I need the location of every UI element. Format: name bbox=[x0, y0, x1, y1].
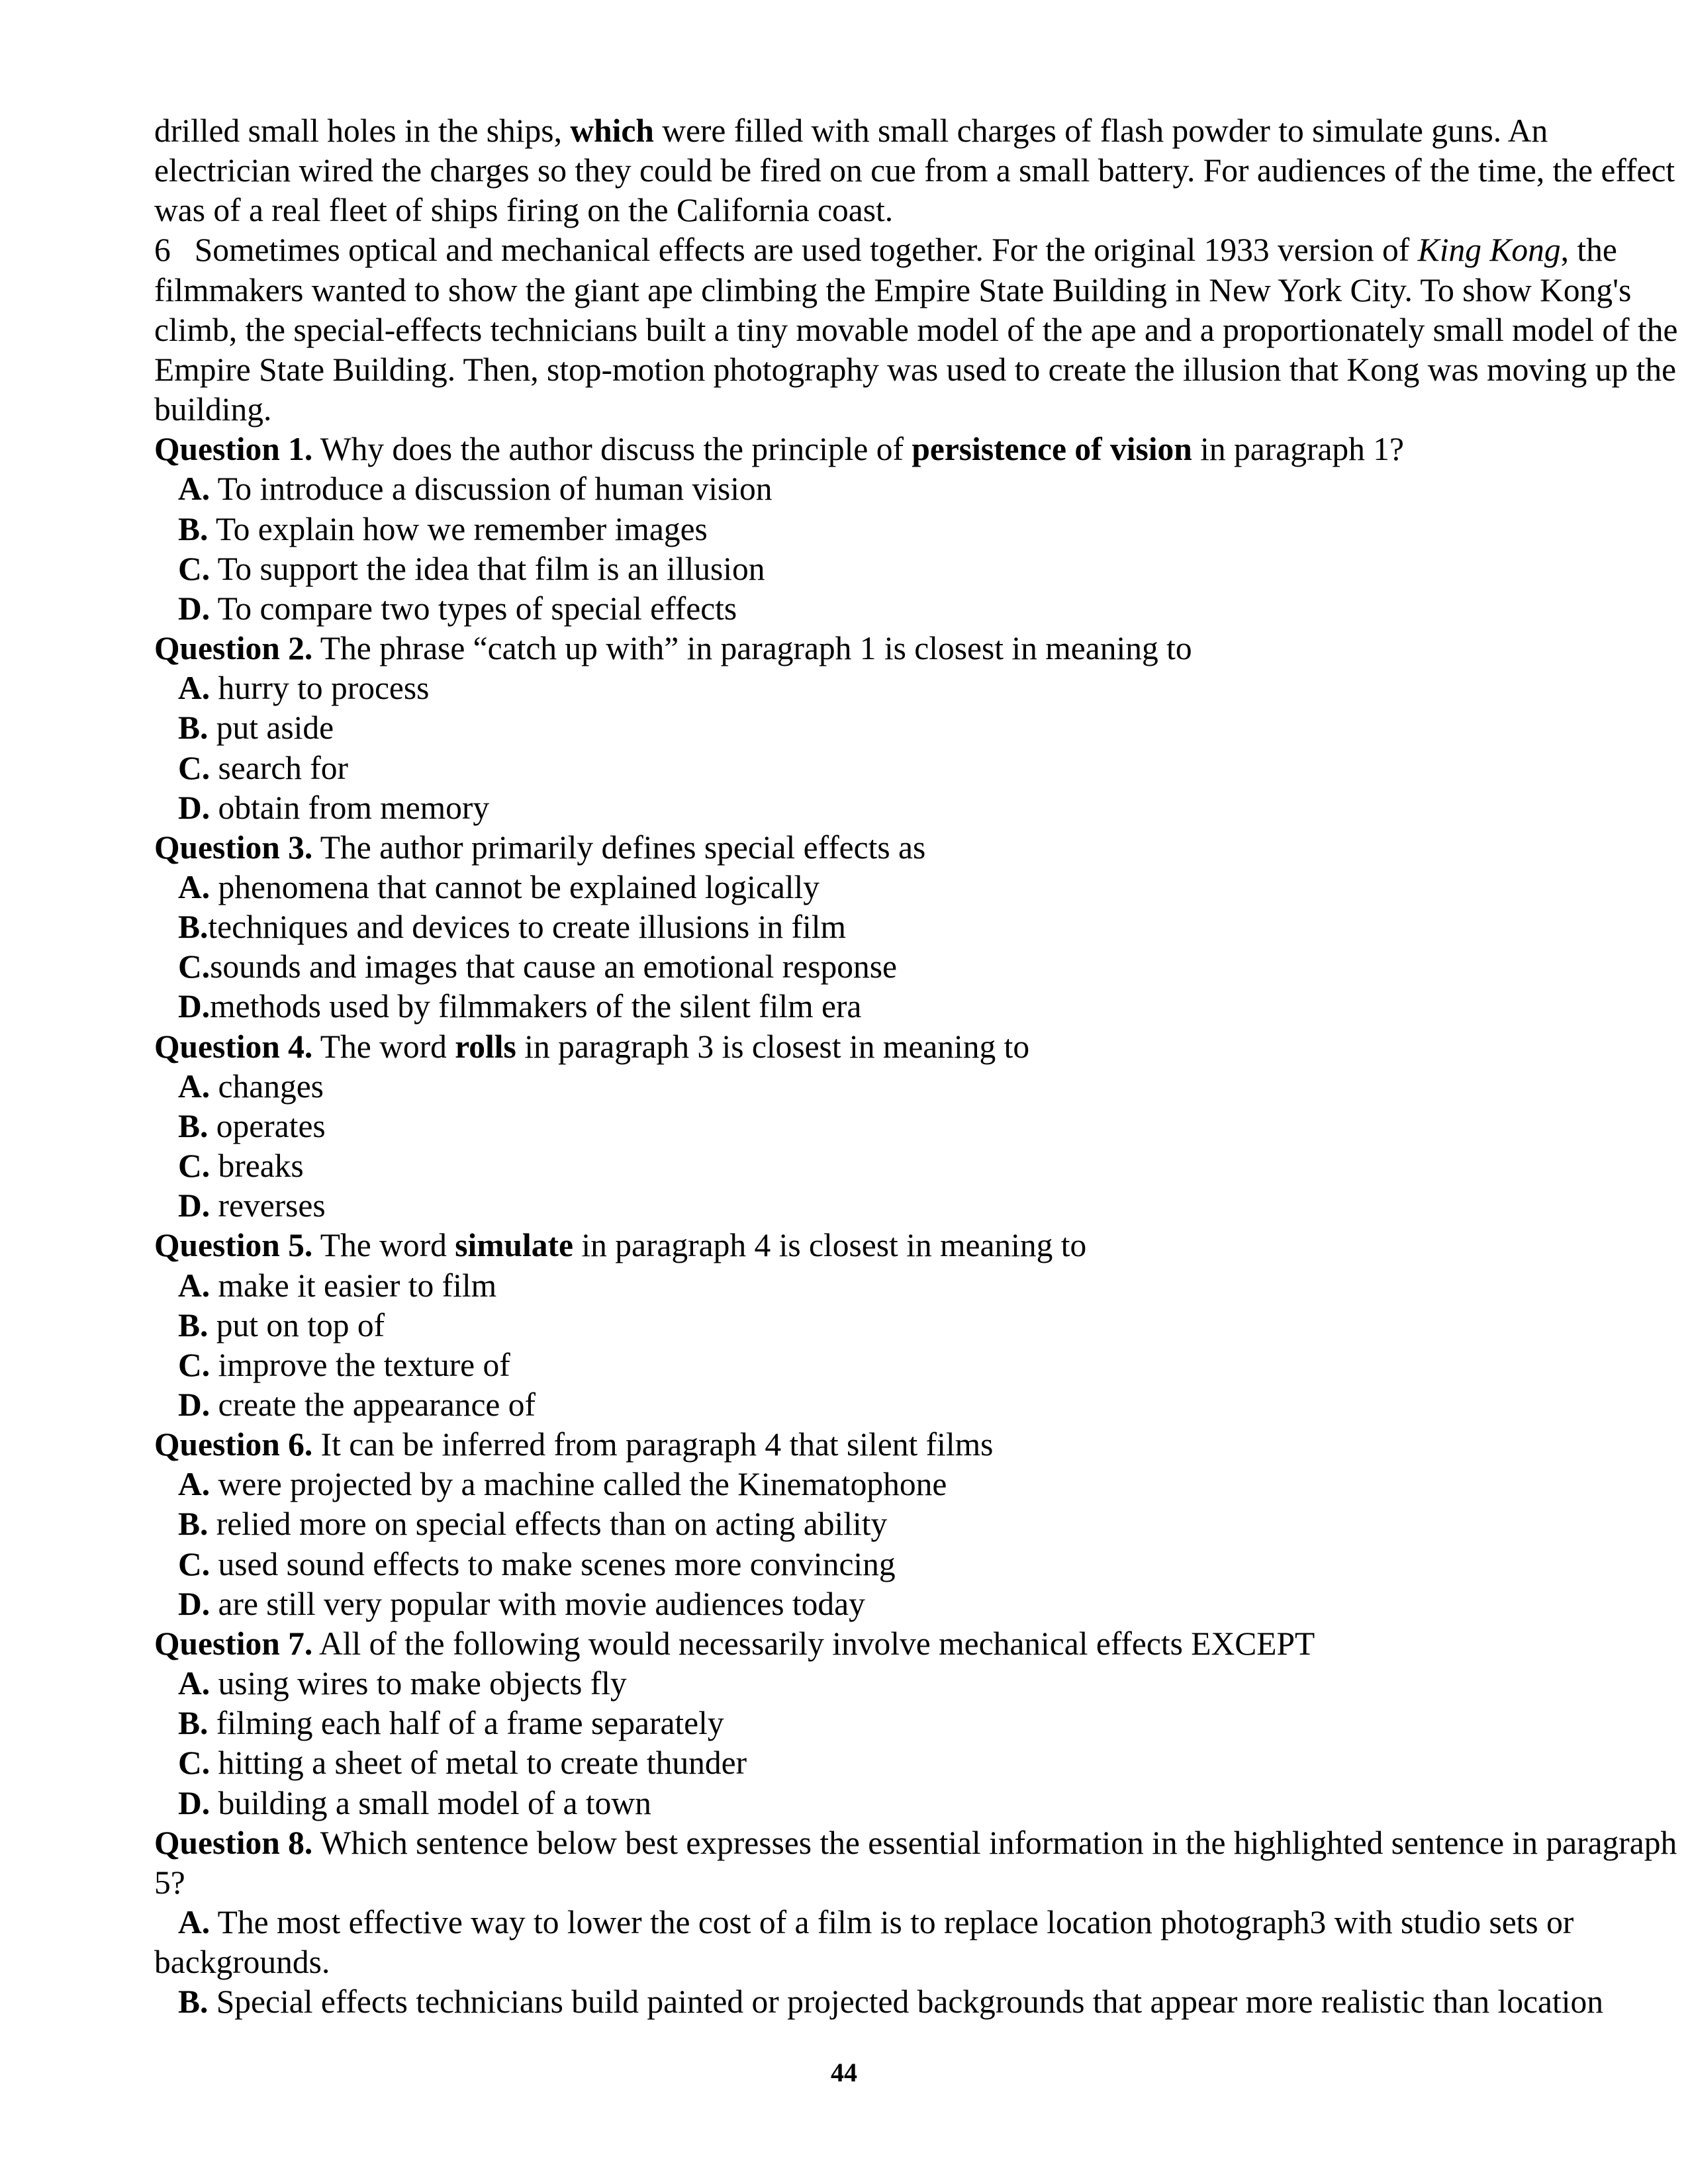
option-label: A. bbox=[178, 1068, 211, 1105]
option-label: D. bbox=[178, 1387, 211, 1423]
option-a-cont: backgrounds. bbox=[154, 1944, 330, 1981]
option-a bbox=[154, 868, 1564, 907]
option-text: To compare two types of special effects bbox=[210, 590, 737, 627]
option-label: D. bbox=[178, 1187, 211, 1224]
option-a bbox=[154, 1903, 1574, 1942]
option-label: A. bbox=[178, 471, 211, 508]
option-b bbox=[154, 1704, 1564, 1743]
option-text: hitting a sheet of metal to create thunder bbox=[210, 1745, 747, 1782]
option-label: A. bbox=[178, 868, 211, 905]
question-stem bbox=[154, 430, 1564, 469]
option-b bbox=[154, 1504, 1564, 1544]
option-c bbox=[154, 1545, 1564, 1584]
text: The word bbox=[312, 1028, 455, 1065]
option-label: B. bbox=[178, 1506, 209, 1543]
option-text: make it easier to film bbox=[210, 1267, 497, 1304]
question-label: Question 6. bbox=[154, 1426, 313, 1463]
option-c bbox=[154, 549, 1564, 589]
option-text: changes bbox=[210, 1068, 324, 1105]
option-b bbox=[154, 1306, 1564, 1345]
question-stem bbox=[154, 629, 1564, 668]
question-6 bbox=[154, 1425, 1564, 1624]
text: The word bbox=[312, 1227, 455, 1264]
option-text: were projected by a machine called the Kinematophone bbox=[210, 1466, 947, 1503]
paragraph-line bbox=[154, 230, 1617, 270]
question-8 bbox=[154, 1823, 1677, 2023]
question-stem bbox=[154, 1226, 1564, 1265]
option-label: D. bbox=[178, 789, 211, 826]
option-text: hurry to process bbox=[210, 670, 430, 707]
question-label: Question 4. bbox=[154, 1028, 313, 1065]
option-c bbox=[154, 1345, 1564, 1385]
paragraph-6 bbox=[154, 230, 1678, 430]
option-text: breaks bbox=[210, 1148, 304, 1185]
question-3 bbox=[154, 828, 1564, 1027]
document-body bbox=[154, 111, 1678, 2023]
option-label: B. bbox=[178, 909, 209, 946]
option-text: operates bbox=[208, 1107, 326, 1144]
paragraph-line: Empire State Building. Then, stop-motion photography was used to create the illusion that Kong was moving up the bbox=[154, 351, 1677, 388]
paragraph-line: building. bbox=[154, 391, 272, 428]
option-text: reverses bbox=[210, 1187, 326, 1224]
text: Which sentence below best expresses the essential information in the highlighted sentence in paragraph bbox=[312, 1824, 1677, 1861]
option-label: D. bbox=[178, 1585, 211, 1622]
option-text: put on top of bbox=[208, 1306, 385, 1343]
text: in paragraph 3 is closest in meaning to bbox=[516, 1028, 1030, 1065]
option-label: A. bbox=[178, 670, 211, 707]
option-d bbox=[154, 1584, 1564, 1624]
option-d bbox=[154, 1385, 1564, 1425]
question-stem bbox=[154, 1823, 1677, 1863]
paragraph-5-tail bbox=[154, 111, 1675, 230]
option-label: A. bbox=[178, 1904, 211, 1941]
option-text: search for bbox=[210, 749, 349, 786]
option-b bbox=[154, 708, 1564, 748]
paragraph-number: 6 bbox=[154, 232, 171, 269]
question-label: Question 7. bbox=[154, 1625, 313, 1662]
option-d bbox=[154, 788, 1564, 828]
option-text: phenomena that cannot be explained logically bbox=[210, 868, 820, 905]
option-c bbox=[154, 1146, 1564, 1186]
option-text: To explain how we remember images bbox=[208, 510, 708, 547]
option-a bbox=[154, 1067, 1564, 1107]
question-stem bbox=[154, 1425, 1564, 1465]
text: drilled small holes in the ships, bbox=[154, 113, 571, 149]
paragraph-line bbox=[154, 151, 1675, 191]
option-b bbox=[154, 510, 1564, 549]
page-number: 44 bbox=[831, 2058, 857, 2087]
question-label: Question 1. bbox=[154, 431, 313, 468]
text: were filled with small charges of flash powder to simulate guns. An bbox=[653, 113, 1548, 149]
question-stem bbox=[154, 1027, 1564, 1067]
option-b bbox=[154, 1107, 1564, 1146]
option-label: B. bbox=[178, 1983, 209, 2021]
option-text: obtain from memory bbox=[210, 789, 490, 826]
question-7 bbox=[154, 1624, 1564, 1823]
paragraph-line: climb, the special-effects technicians built a tiny movable model of the ape and a proportionately small model of the bbox=[154, 311, 1678, 348]
paragraph-line bbox=[154, 191, 1564, 230]
option-label: B. bbox=[178, 1705, 209, 1742]
text: in paragraph 4 is closest in meaning to bbox=[573, 1227, 1087, 1264]
option-text: To support the idea that film is an illusion bbox=[210, 550, 765, 587]
text: Special effects technicians build painted or projected backgrounds that appear more realistic than location bbox=[208, 1983, 1603, 2021]
key-term: simulate bbox=[455, 1227, 573, 1264]
paragraph-line: filmmakers wanted to show the giant ape climbing the Empire State Building in New York City. To show Kong's bbox=[154, 271, 1632, 308]
option-label: A. bbox=[178, 1665, 211, 1702]
option-label: B. bbox=[178, 1107, 209, 1144]
option-text: improve the texture of bbox=[210, 1346, 510, 1383]
option-c bbox=[154, 947, 1564, 987]
option-text: filming each half of a frame separately bbox=[208, 1705, 724, 1742]
text: in paragraph 1? bbox=[1192, 431, 1405, 468]
option-b bbox=[154, 907, 1564, 947]
option-label: D. bbox=[178, 988, 211, 1025]
option-c bbox=[154, 749, 1564, 788]
option-text: techniques and devices to create illusions in film bbox=[208, 909, 847, 946]
option-label: B. bbox=[178, 709, 209, 747]
option-label: C. bbox=[178, 1148, 211, 1185]
option-text: are still very popular with movie audiences today bbox=[210, 1585, 865, 1622]
option-a bbox=[154, 469, 1564, 509]
option-text: relied more on special effects than on acting ability bbox=[208, 1506, 888, 1543]
text: It can be inferred from paragraph 4 that silent films bbox=[312, 1426, 994, 1463]
film-title: King Kong bbox=[1417, 232, 1561, 269]
option-a bbox=[154, 668, 1564, 708]
text: All of the following would necessarily involve mechanical effects EXCEPT bbox=[312, 1625, 1315, 1662]
option-label: C. bbox=[178, 1545, 211, 1582]
option-label: D. bbox=[178, 1784, 211, 1821]
text: electrician wired the charges so they could be fired on cue from a small battery. For audiences of the time, the effect bbox=[154, 152, 1675, 189]
option-b bbox=[154, 1982, 1603, 2022]
option-d bbox=[154, 1784, 1564, 1823]
option-text: using wires to make objects fly bbox=[210, 1665, 627, 1702]
option-c bbox=[154, 1743, 1564, 1783]
option-text: methods used by filmmakers of the silent film era bbox=[210, 988, 862, 1025]
text: was of a real fleet of ships firing on the California coast. bbox=[154, 192, 894, 229]
bold-term: which bbox=[570, 113, 654, 149]
text: Sometimes optical and mechanical effects are used together. For the original 1933 version of bbox=[194, 232, 1418, 269]
key-term: persistence of vision bbox=[912, 431, 1192, 468]
question-label: Question 3. bbox=[154, 829, 313, 866]
option-text: used sound effects to make scenes more convincing bbox=[210, 1545, 896, 1582]
option-label: B. bbox=[178, 1306, 209, 1343]
text: The author primarily defines special effects as bbox=[312, 829, 926, 866]
question-label: Question 2. bbox=[154, 630, 313, 667]
option-text: sounds and images that cause an emotional response bbox=[210, 948, 897, 985]
option-d bbox=[154, 987, 1564, 1026]
question-5 bbox=[154, 1226, 1564, 1425]
text: The most effective way to lower the cost of a film is to replace location photograph3 with studio sets or bbox=[210, 1904, 1574, 1941]
option-d bbox=[154, 1186, 1564, 1226]
question-stem-cont: 5? bbox=[154, 1864, 185, 1901]
option-label: A. bbox=[178, 1267, 211, 1304]
option-a bbox=[154, 1664, 1564, 1704]
question-label: Question 8. bbox=[154, 1824, 313, 1861]
option-label: C. bbox=[178, 749, 211, 786]
option-label: A. bbox=[178, 1466, 211, 1503]
text: The phrase “catch up with” in paragraph 1 is closest in meaning to bbox=[312, 630, 1192, 667]
option-text: To introduce a discussion of human vision bbox=[210, 471, 773, 508]
option-label: D. bbox=[178, 590, 211, 627]
question-4 bbox=[154, 1027, 1564, 1226]
question-list bbox=[154, 430, 1564, 1823]
option-label: B. bbox=[178, 510, 209, 547]
option-label: C. bbox=[178, 1745, 211, 1782]
option-text: building a small model of a town bbox=[210, 1784, 651, 1821]
key-term: rolls bbox=[455, 1028, 516, 1065]
question-1 bbox=[154, 430, 1564, 629]
option-d bbox=[154, 589, 1564, 629]
question-label: Question 5. bbox=[154, 1227, 313, 1264]
text: Why does the author discuss the principle of bbox=[312, 431, 912, 468]
text: , the bbox=[1560, 232, 1617, 269]
option-label: C. bbox=[178, 550, 211, 587]
question-stem bbox=[154, 828, 1564, 868]
option-a bbox=[154, 1266, 1564, 1306]
paragraph-line bbox=[154, 111, 1564, 151]
option-label: C. bbox=[178, 1346, 211, 1383]
option-label: C. bbox=[178, 948, 211, 985]
option-text: put aside bbox=[208, 709, 334, 747]
question-stem bbox=[154, 1624, 1564, 1664]
option-a bbox=[154, 1465, 1564, 1504]
question-2 bbox=[154, 629, 1564, 828]
option-text: create the appearance of bbox=[210, 1387, 536, 1423]
